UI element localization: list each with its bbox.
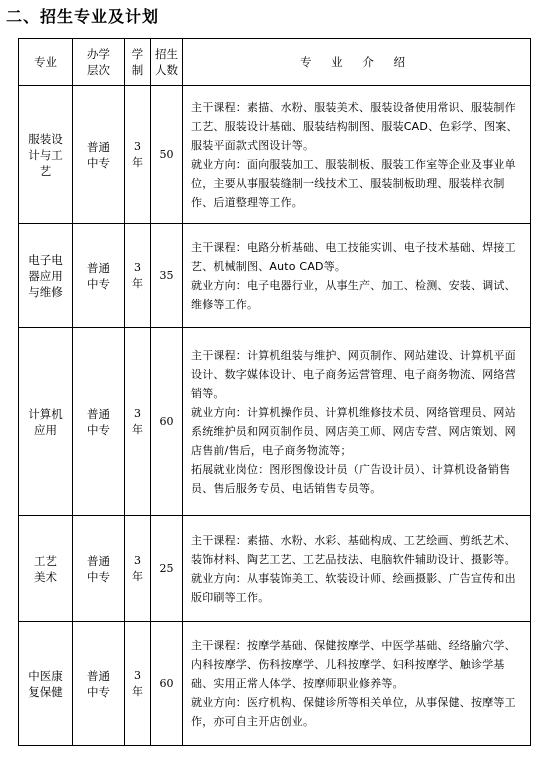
intro-employment: 就业方向：医疗机构、保健诊所等相关单位，从事保健、按摩等工作，亦可自主开店创业。 [191, 696, 516, 728]
cell-years: 3 年 [125, 622, 151, 746]
table-header-row [19, 39, 531, 86]
intro-courses: 主干课程：素描、水粉、服装美术、服装设备使用常识、服装制作工艺、服装设计基础、服装结构制图、服装CAD、色彩学、图案、服装平面款式图设计等。 [191, 100, 518, 152]
header-intro: 专 业 介 绍 [183, 39, 531, 86]
cell-years: 3 年 [125, 86, 151, 224]
intro-employment: 就业方向：面向服装加工、服装制板、服装工作室等企业及事业单位，主要从事服装缝制一线技术工、服装制板助理、服装样衣制作、后道整理等工作。 [191, 157, 516, 209]
cell-level: 普通中专 [73, 516, 125, 622]
intro-employment: 就业方向：从事装饰美工、软装设计师、绘画摄影、广告宣传和出版印刷等工作。 [191, 571, 516, 604]
table-row [19, 622, 531, 746]
header-years: 学制 [125, 39, 151, 86]
cell-major: 工艺美术 [19, 516, 73, 622]
cell-major: 中医康复保健 [19, 622, 73, 746]
intro-courses: 主干课程：素描、水粉、水彩、基础构成、工艺绘画、剪纸艺术、装饰材料、陶艺工艺、工艺品技法、电脑软件辅助设计、摄影等。 [191, 533, 516, 566]
cell-intro [183, 328, 531, 516]
header-quota: 招生人数 [151, 39, 183, 86]
cell-quota: 50 [151, 86, 183, 224]
cell-quota: 25 [151, 516, 183, 622]
intro-courses: 主干课程：按摩学基础、保健按摩学、中医学基础、经络腧穴学、内科按摩学、伤科按摩学、儿科按摩学、妇科按摩学、触诊学基础、实用正常人体学、按摩师职业修养等。 [191, 639, 516, 690]
cell-level: 普通中专 [73, 328, 125, 516]
cell-quota: 35 [151, 224, 183, 328]
cell-level: 普通中专 [73, 622, 125, 746]
cell-level: 普通中专 [73, 224, 125, 328]
cell-years: 3 年 [125, 328, 151, 516]
cell-years: 3 年 [125, 516, 151, 622]
table-row [19, 516, 531, 622]
intro-courses: 主干课程：计算机组装与维护、网页制作、网站建设、计算机平面设计、数字媒体设计、电子商务运营管理、电子商务物流、网络营销等。 [191, 348, 516, 400]
cell-level: 普通中专 [73, 86, 125, 224]
table-row [19, 224, 531, 328]
header-level: 办学层次 [73, 39, 125, 86]
cell-intro [183, 224, 531, 328]
intro-courses: 主干课程：电路分析基础、电工技能实训、电子技术基础、焊接工艺、机械制图、Auto CAD等。 [191, 240, 516, 273]
cell-major: 电子电器应用与维修 [19, 224, 73, 328]
table-row [19, 86, 531, 224]
cell-quota: 60 [151, 328, 183, 516]
cell-quota: 60 [151, 622, 183, 746]
table-row [19, 328, 531, 516]
intro-employment: 就业方向：电子电器行业，从事生产、加工、检测、安装、调试、维修等工作。 [191, 278, 516, 311]
intro-extended-jobs: 拓展就业岗位：图形图像设计员（广告设计员）、计算机设备销售员、售后服务专员、电话销售专员等。 [191, 462, 511, 495]
cell-intro [183, 516, 531, 622]
intro-employment: 就业方向：计算机操作员、计算机维修技术员、网络管理员、网站系统维护员和网页制作员、网店美工师、网店专营、网店策划、网店售前/售后，电子商务物流等； [191, 405, 516, 457]
cell-intro [183, 86, 531, 224]
enrollment-plan-table [18, 38, 531, 746]
cell-intro [183, 622, 531, 746]
section-title: 二、招生专业及计划 [6, 7, 160, 26]
cell-major: 服装设计与工艺 [19, 86, 73, 224]
header-major: 专业 [19, 39, 73, 86]
cell-major: 计算机应用 [19, 328, 73, 516]
cell-years: 3 年 [125, 224, 151, 328]
